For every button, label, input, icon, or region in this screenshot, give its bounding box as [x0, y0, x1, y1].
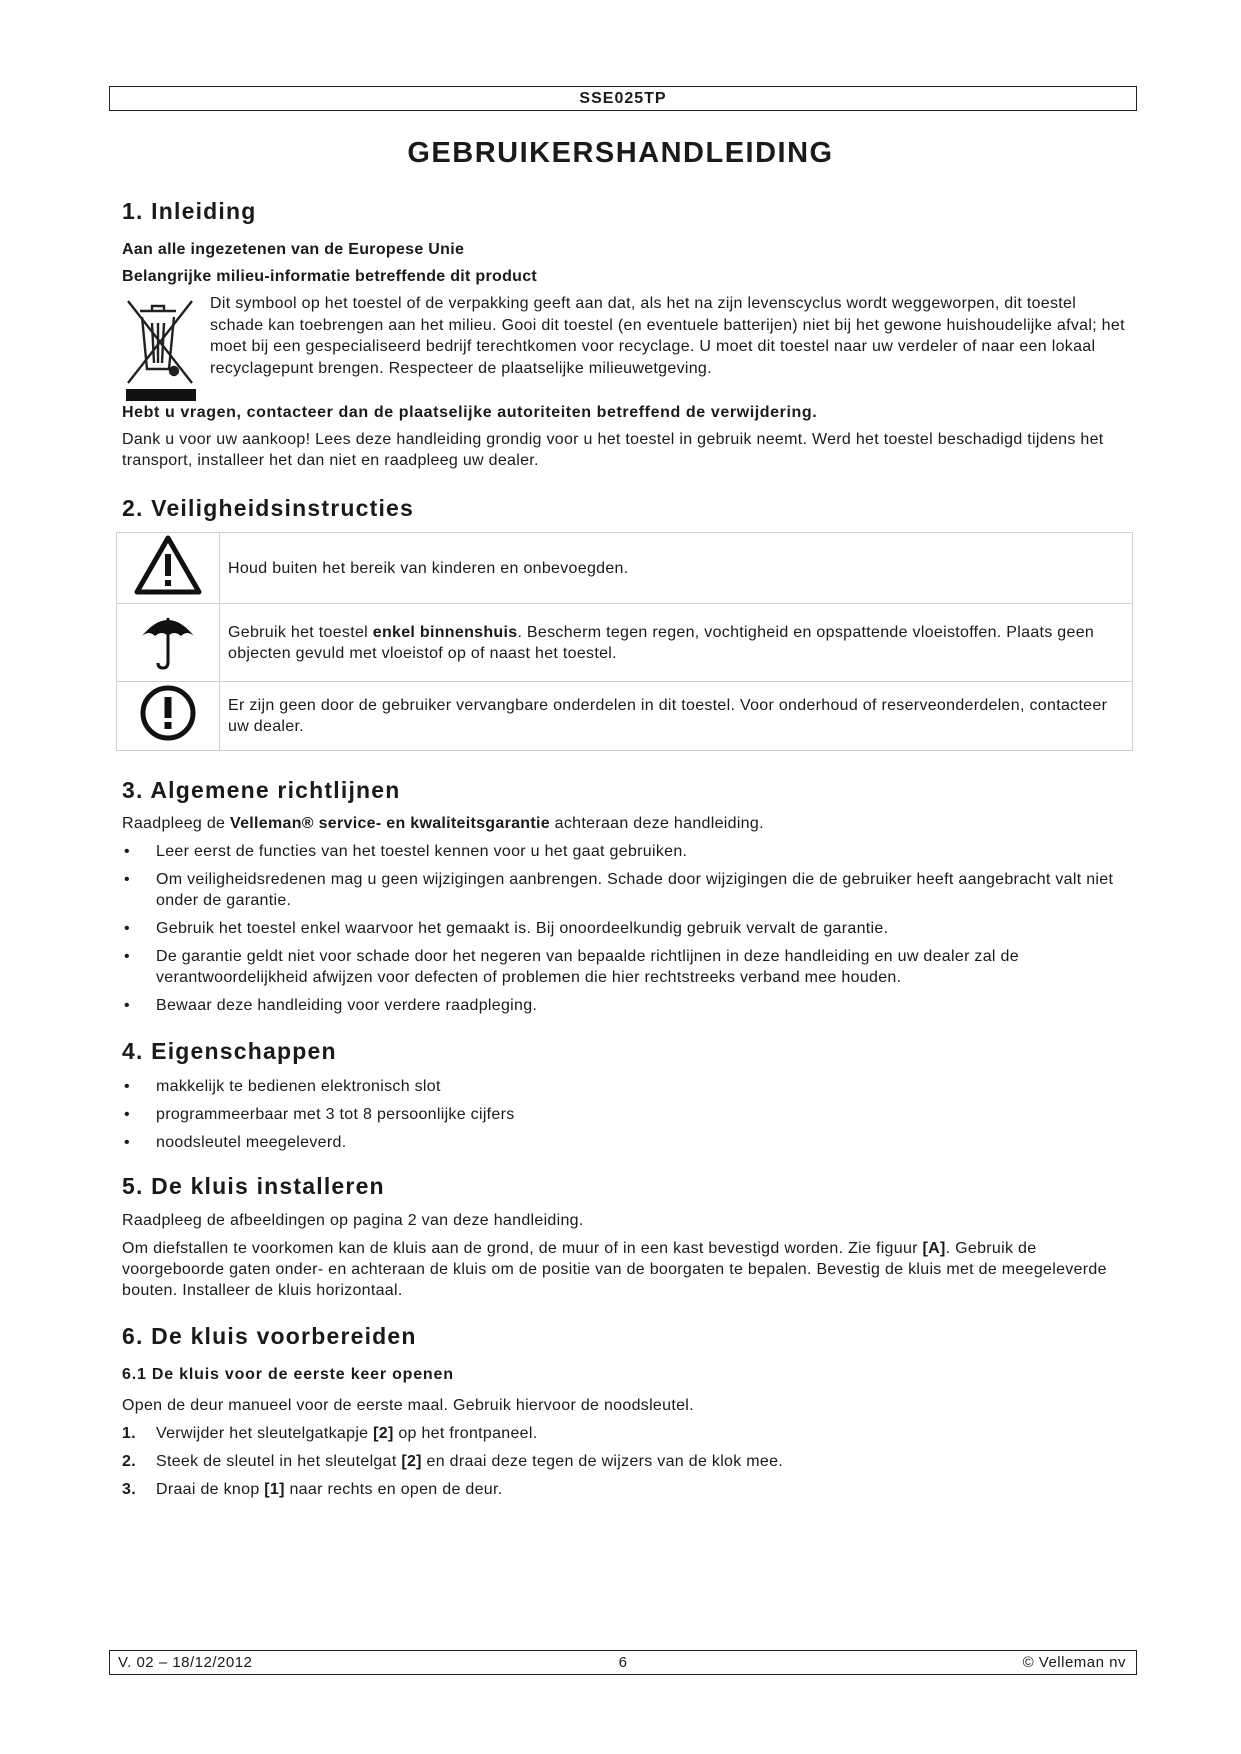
- copyright-label: © Velleman nv: [1022, 1654, 1126, 1671]
- contact-line: Hebt u vragen, contacteer dan de plaatselijke autoriteiten betreffend de verwijdering.: [122, 404, 818, 421]
- section-heading-safety: 2. Veiligheidsinstructies: [122, 495, 415, 521]
- list-item: • noodsleutel meegeleverd.: [122, 1132, 1132, 1153]
- warning-triangle-icon: [133, 534, 203, 596]
- list-item: • Gebruik het toestel enkel waarvoor het gemaakt is. Bij onoordeelkundig gebruik vervalt de garantie.: [122, 918, 1132, 939]
- section-heading-guidelines: 3. Algemene richtlijnen: [122, 777, 401, 803]
- page-footer: [109, 1650, 1137, 1675]
- prepare-intro: Open de deur manueel voor de eerste maal. Gebruik hiervoor de noodsleutel.: [122, 1397, 694, 1414]
- page-number: 6: [618, 1654, 628, 1671]
- section-heading-prepare: 6. De kluis voorbereiden: [122, 1323, 417, 1349]
- safety-icon-cell: [117, 682, 220, 751]
- safety-icon-cell: [117, 604, 220, 682]
- main-content: [122, 198, 1132, 1507]
- section-heading-intro: 1. Inleiding: [122, 198, 257, 224]
- model-number: SSE025TP: [579, 90, 667, 107]
- guidelines-intro: Raadpleeg de Velleman® service- en kwaliteitsgarantie achteraan deze handleiding.: [122, 815, 764, 832]
- umbrella-icon: [138, 608, 198, 672]
- list-item: • programmeerbaar met 3 tot 8 persoonlijke cijfers: [122, 1104, 1132, 1125]
- document-title: GEBRUIKERSHANDLEIDING: [407, 137, 834, 169]
- features-list: [122, 1076, 1132, 1153]
- weee-notice: [122, 293, 1132, 401]
- safety-row: [117, 533, 1133, 604]
- thanks-paragraph: Dank u voor uw aankoop! Lees deze handleiding grondig voor u het toestel in gebruik neemt. Werd het toestel beschadigd tijdens het transport, installeer het dan niet en raadpleeg uw dealer.: [122, 431, 1104, 469]
- safety-text: Er zijn geen door de gebruiker vervangbare onderdelen in dit toestel. Voor onderhoud of reserveonderdelen, contacteer uw dealer.: [220, 682, 1133, 751]
- crossed-bin-icon: [122, 293, 200, 401]
- install-paragraph: Raadpleeg de afbeeldingen op pagina 2 van deze handleiding.: [122, 1212, 584, 1229]
- steps-list: [122, 1423, 1132, 1500]
- weee-text: Dit symbool op het toestel of de verpakking geeft aan dat, als het na zijn levenscyclus wordt weggeworpen, dit toestel schade kan toebrengen aan het milieu. Gooi dit toestel (en eventuele batterijen) niet bij het gewone huishoudelijke afval; het moet bij een gespecialiseerd bedrijf terechtkomen voor recyclage. U moet dit toestel naar uw verdeler of naar een lokaal recyclagepunt brengen. Respecteer de plaatselijke milieuwetgeving.: [210, 295, 1125, 377]
- safety-table: [116, 532, 1133, 751]
- safety-row: [117, 682, 1133, 751]
- list-item: • Leer eerst de functies van het toestel kennen voor u het gaat gebruiken.: [122, 841, 1132, 862]
- safety-icon-cell: [117, 533, 220, 604]
- safety-row: [117, 604, 1133, 682]
- section-heading-features: 4. Eigenschappen: [122, 1038, 337, 1064]
- eu-line: Aan alle ingezetenen van de Europese Unie: [122, 241, 465, 258]
- subsection-heading: 6.1 De kluis voor de eerste keer openen: [122, 1366, 454, 1383]
- list-item: • Om veiligheidsredenen mag u geen wijzigingen aanbrengen. Schade door wijzigingen die de gebruiker heeft aangebracht valt niet onder de garantie.: [122, 869, 1132, 911]
- list-item: • De garantie geldt niet voor schade door het negeren van bepaalde richtlijnen in deze handleiding en uw dealer zal de verantwoordelijkheid afwijzen voor defecten of problemen die hier rechtstreeks verband mee houden.: [122, 946, 1132, 988]
- step-item: 1. Verwijder het sleutelgatkapje [2] op het frontpaneel.: [122, 1425, 538, 1442]
- section-heading-install: 5. De kluis installeren: [122, 1173, 385, 1199]
- exclamation-circle-icon: [138, 683, 198, 743]
- install-paragraph: Om diefstallen te voorkomen kan de kluis aan de grond, de muur of in een kast bevestigd worden. Zie figuur [A]. Gebruik de voorgeboorde gaten onder- en achteraan de kluis om de positie van de boorgaten te bepalen. Bevestig de kluis met de meegeleverde bouten. Installeer de kluis horizontaal.: [122, 1240, 1107, 1299]
- step-item: 3. Draai de knop [1] naar rechts en open de deur.: [122, 1481, 503, 1498]
- page-header: [109, 86, 1137, 111]
- safety-text: Houd buiten het bereik van kinderen en onbevoegden.: [220, 533, 1133, 604]
- safety-text: Gebruik het toestel enkel binnenshuis. Bescherm tegen regen, vochtigheid en opspattende vloeistoffen. Plaats geen objecten gevuld met vloeistof op of naast het toestel.: [220, 604, 1133, 682]
- env-info-line: Belangrijke milieu-informatie betreffende dit product: [122, 268, 538, 285]
- list-item: • makkelijk te bedienen elektronisch slot: [122, 1076, 1132, 1097]
- version-label: V. 02 – 18/12/2012: [118, 1654, 253, 1671]
- list-item: • Bewaar deze handleiding voor verdere raadpleging.: [122, 995, 1132, 1016]
- step-item: 2. Steek de sleutel in het sleutelgat [2] en draai deze tegen de wijzers van de klok mee.: [122, 1453, 784, 1470]
- guidelines-list: [122, 841, 1132, 1016]
